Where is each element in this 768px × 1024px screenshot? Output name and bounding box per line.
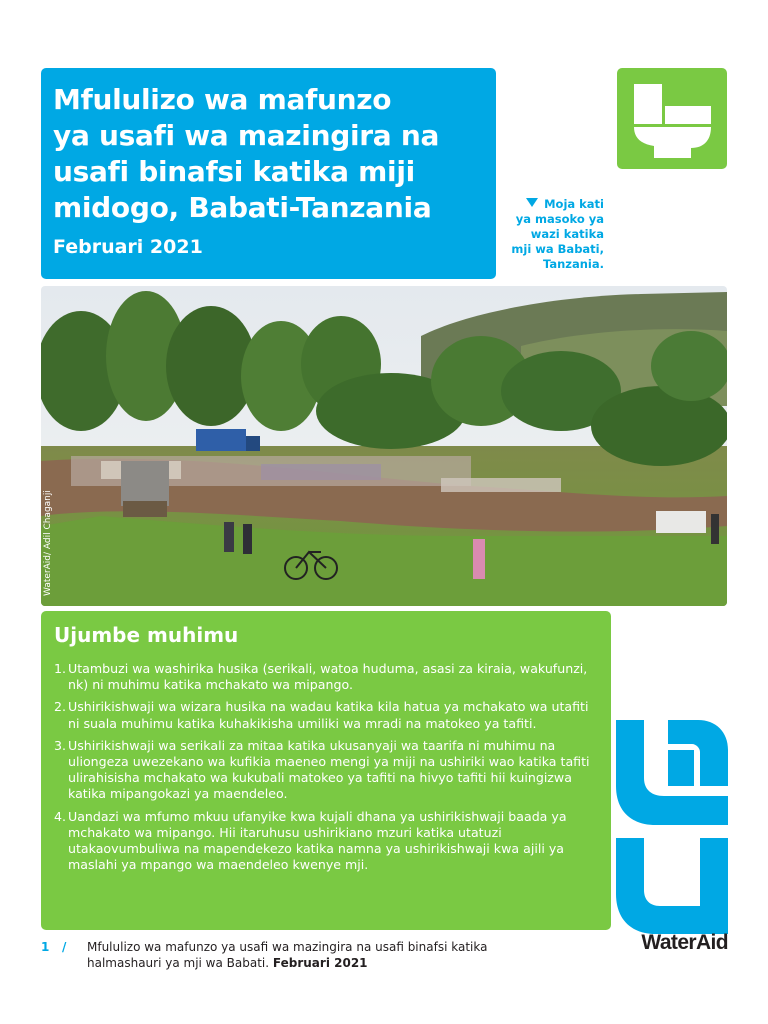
toilet-icon-box — [617, 68, 727, 169]
key-messages-heading: Ujumbe muhimu — [54, 623, 239, 647]
key-messages-box — [41, 611, 611, 930]
caption-line: Tanzania. — [542, 257, 604, 271]
wateraid-logo-text: WaterAid — [641, 931, 728, 954]
page-number: 1 — [41, 940, 50, 954]
title-line: ya usafi wa mazingira na — [53, 119, 440, 152]
document-date: Februari 2021 — [53, 236, 203, 258]
photo-caption — [500, 197, 604, 272]
title-line: usafi binafsi katika miji — [53, 155, 415, 188]
triangle-down-icon — [526, 198, 538, 207]
title-line: Mfululizo wa mafunzo — [53, 83, 392, 116]
caption-line: Moja kati — [544, 197, 604, 211]
page-footer — [41, 939, 511, 971]
list-text: Uandazi wa mfumo mkuu ufanyike kwa kujali dhana ya ushirikishwaji baada ya mchakato wa mipango. Hii itaruhusu ushirikiano mzuri katika utatuzi utakaovumbuliwa na mapendekezo katika namna ya ushirikishwaji kwa ajili ya maslahi ya mpango wa maendeleo kwenye mji. — [68, 808, 567, 873]
footer-separator: / — [62, 940, 67, 954]
list-number: 4. — [54, 808, 67, 824]
list-item — [54, 699, 598, 731]
wateraid-logo-icon — [616, 720, 728, 934]
caption-line: wazi katika — [530, 227, 604, 241]
photo-credit: WaterAid/ Adil Chaganji — [43, 490, 53, 596]
key-messages-list — [54, 661, 598, 873]
caption-line: ya masoko ya — [515, 212, 604, 226]
list-text: Ushirikishwaji wa wizara husika na wadau katika kila hatua ya mchakato wa utafiti ni suala muhimu katika kuhakikisha umiliki wa mradi na matokeo ya tafiti. — [68, 699, 589, 731]
list-text: Ushirikishwaji wa serikali za mitaa katika ukusanyaji wa taarifa ni muhimu na uliongeza uwezekano wa kufikia maeneo mengi ya miji na ushiriki wao katika tafiti ulirahisisha mchakato wa kukubali matokeo ya tafiti na hivyo tafiti hii kuingizwa katika mipangokazi ya maendeleo. — [68, 737, 590, 802]
title-box — [41, 68, 496, 279]
toilet-icon — [617, 68, 727, 169]
list-number: 1. — [54, 661, 67, 676]
list-number: 3. — [54, 737, 67, 753]
market-photo — [41, 286, 727, 606]
footer-description: Mfululizo wa mafunzo ya usafi wa mazingira na usafi binafsi katika halmashauri ya mji wa Babati. — [87, 940, 488, 970]
document-title — [53, 82, 484, 226]
list-text: Utambuzi wa washirika husika (serikali, watoa huduma, asasi za kiraia, wakufunzi, nk) ni muhimu katika mchakato wa mipango. — [68, 661, 588, 693]
title-line: midogo, Babati-Tanzania — [53, 191, 432, 224]
footer-date: Februari 2021 — [272, 956, 368, 970]
caption-line: mji wa Babati, — [511, 242, 604, 256]
list-item — [54, 738, 598, 803]
footer-text — [41, 939, 511, 971]
list-number: 2. — [54, 699, 67, 715]
list-item — [54, 809, 598, 874]
list-item — [54, 661, 598, 693]
